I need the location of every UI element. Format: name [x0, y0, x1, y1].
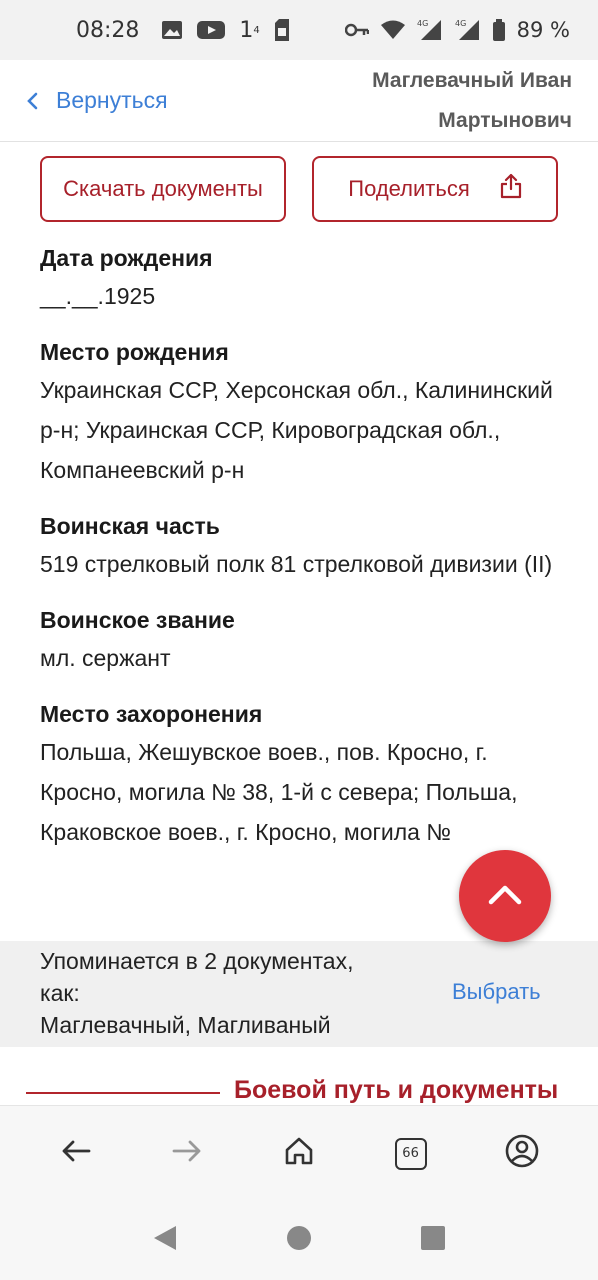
- chevron-up-icon: [488, 883, 522, 910]
- status-left-icons: [161, 18, 289, 43]
- mentions-text-line3: Маглевачный, Магливаный: [40, 1012, 331, 1038]
- account-icon: [505, 1134, 539, 1173]
- battery-icon: [493, 19, 505, 41]
- image-icon: [161, 20, 183, 40]
- download-documents-button[interactable]: [40, 156, 286, 222]
- field-birth-place: [40, 334, 560, 490]
- sim-icon: [274, 19, 290, 41]
- field-value: Украинская ССР, Херсонская обл., Калининский р-н; Украинская ССР, Кировоградская обл., Компанеевский р-н: [40, 377, 553, 483]
- field-value: __.__.1925: [40, 283, 156, 309]
- app-header: [0, 60, 598, 142]
- field-label: Место захоронения: [40, 701, 263, 727]
- browser-back-button[interactable]: [46, 1124, 106, 1184]
- field-label: Воинская часть: [40, 513, 220, 539]
- battery-percent: 89 %: [516, 18, 570, 42]
- nav-home-circle-icon[interactable]: [286, 1225, 312, 1256]
- arrow-left-icon: [61, 1139, 91, 1168]
- field-label: Дата рождения: [40, 245, 213, 271]
- status-time: 08:28: [76, 17, 140, 43]
- extra-indicator-icon: 1 4: [239, 17, 260, 43]
- scroll-top-button[interactable]: [459, 850, 551, 942]
- share-label: Поделиться: [348, 176, 470, 201]
- share-button[interactable]: [312, 156, 558, 222]
- person-name-line2: Мартынович: [438, 108, 572, 132]
- download-documents-label: Скачать документы: [63, 176, 263, 201]
- field-value: Польша, Жешувское воев., пов. Кросно, г. Кросно, могила № 38, 1-й с севера; Польша, Краковское воев., г. Кросно, могила №: [40, 739, 518, 845]
- person-name-line1: Маглевачный Иван: [372, 68, 572, 92]
- field-military-rank: [40, 602, 560, 678]
- nav-recents-square-icon[interactable]: [420, 1225, 446, 1256]
- field-label: Место рождения: [40, 339, 229, 365]
- mentions-text-line1: Упоминается в 2 документах,: [40, 948, 354, 974]
- back-label: Вернуться: [56, 87, 168, 113]
- key-icon: [345, 23, 369, 37]
- field-value: 519 стрелковый полк 81 стрелковой дивизии (II): [40, 551, 553, 577]
- nav-back-triangle-icon[interactable]: [152, 1224, 178, 1257]
- mentions-text: [40, 945, 400, 1041]
- share-icon: [500, 173, 522, 205]
- field-burial-place: [40, 696, 560, 852]
- section-divider: [26, 1092, 220, 1094]
- person-details: [40, 240, 560, 870]
- browser-toolbar: [0, 1105, 598, 1201]
- status-right-icons: [345, 18, 570, 42]
- signal-4g-icon: [417, 18, 443, 42]
- back-button[interactable]: [26, 87, 168, 114]
- browser-home-button[interactable]: [269, 1124, 329, 1184]
- home-icon: [284, 1136, 314, 1171]
- field-birth-date: [40, 240, 560, 316]
- browser-tabs-button[interactable]: [381, 1124, 441, 1184]
- chevron-left-icon: [26, 92, 38, 110]
- field-military-unit: [40, 508, 560, 584]
- tabs-count: 66: [395, 1138, 427, 1170]
- mentions-panel: [0, 941, 598, 1047]
- system-navigation: [0, 1201, 598, 1280]
- svg-text:4G: 4G: [454, 19, 466, 28]
- signal-4g-icon-2: [455, 18, 481, 42]
- action-buttons: [40, 156, 558, 222]
- browser-forward-button[interactable]: [157, 1124, 217, 1184]
- section-title: Боевой путь и документы: [234, 1076, 559, 1104]
- field-label: Воинское звание: [40, 607, 235, 633]
- person-name: [362, 61, 572, 141]
- svg-text:4G: 4G: [416, 19, 428, 28]
- youtube-icon: [197, 20, 225, 40]
- arrow-right-icon: [172, 1139, 202, 1168]
- mentions-text-line2: как:: [40, 980, 80, 1006]
- field-value: мл. сержант: [40, 645, 171, 671]
- status-bar: [0, 0, 598, 60]
- extra-indicator-text: 1: [239, 17, 254, 43]
- browser-profile-button[interactable]: [492, 1124, 552, 1184]
- wifi-icon: [381, 20, 405, 40]
- select-link[interactable]: Выбрать: [452, 979, 541, 1004]
